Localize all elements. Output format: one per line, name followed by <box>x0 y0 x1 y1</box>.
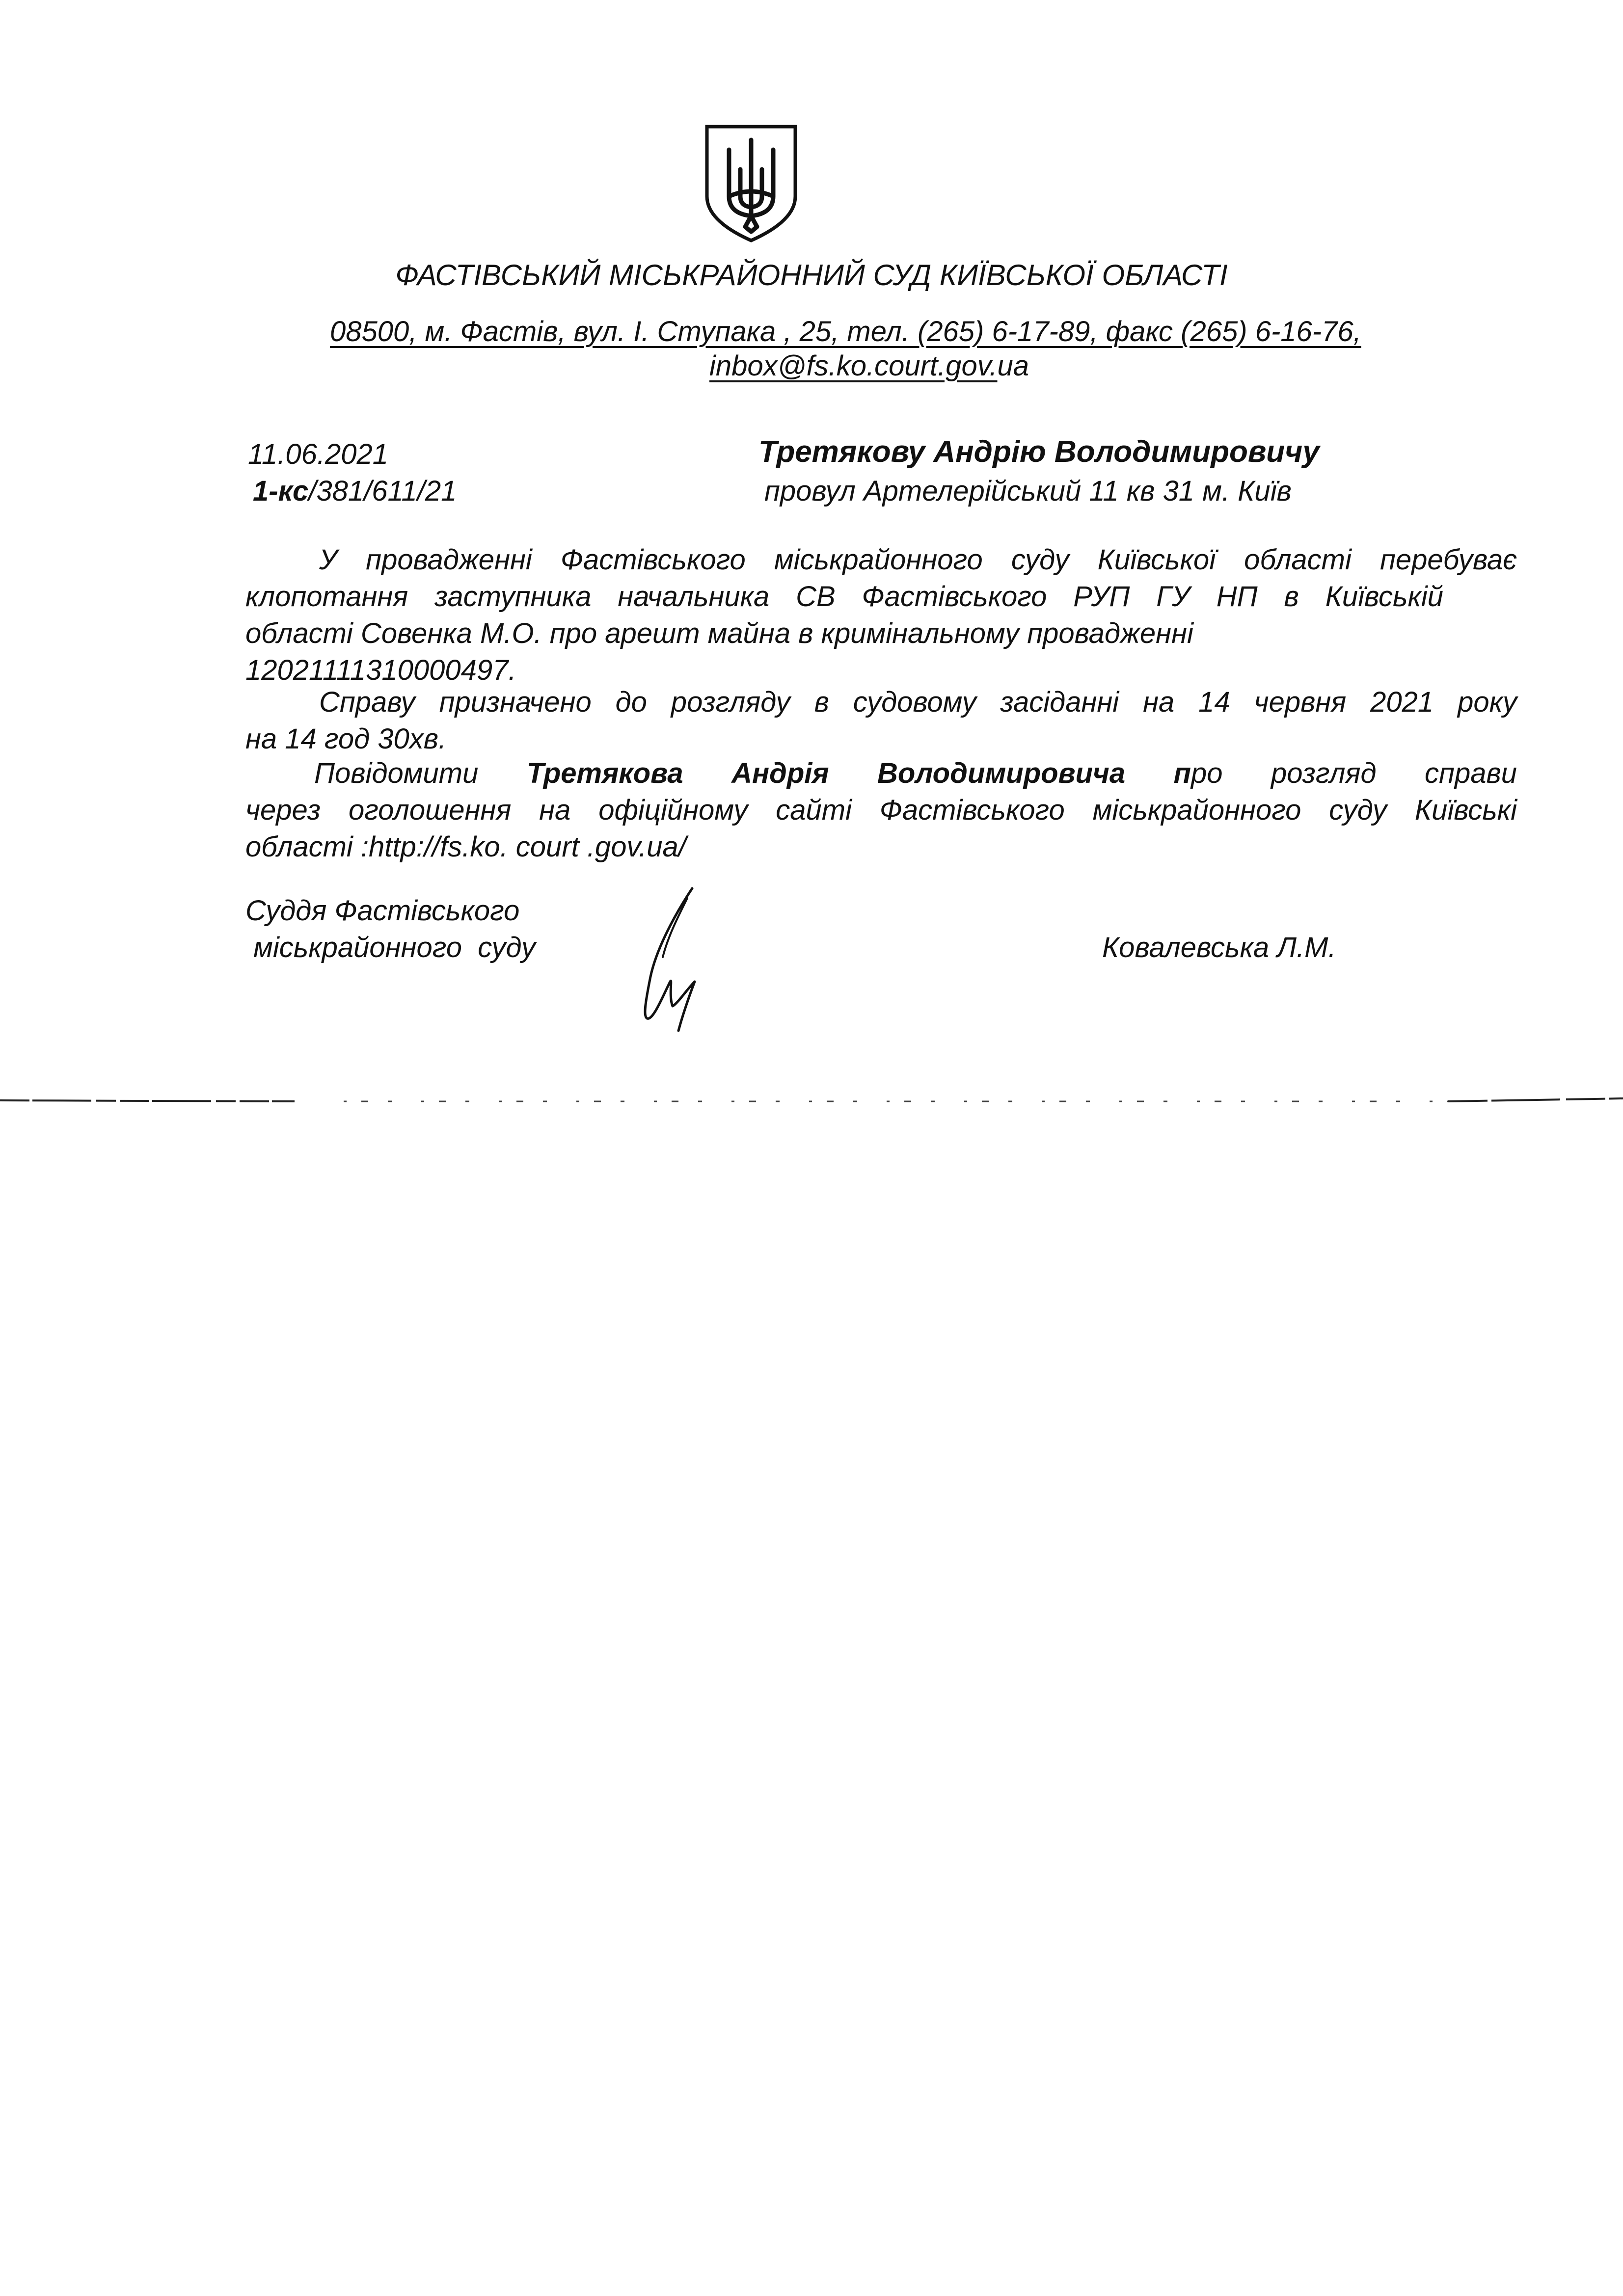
case-number-rest: /381/611/21 <box>308 475 457 507</box>
body-paragraph-1-line-4: 12021111310000497. <box>245 654 516 686</box>
court-address-line: 08500, м. Фастів, вул. І. Ступака , 25, тел. (265) 6-17-89, факс (265) 6-16-76, <box>330 316 1361 347</box>
body-paragraph-3-line-3: області :http://fs.ko. court .gov.ua/ <box>245 831 686 863</box>
body-paragraph-2-line-2: на 14 год 30хв. <box>245 723 447 755</box>
scan-separator-line <box>0 1090 1623 1109</box>
body-paragraph-1-line-1: У провадженні Фастівського міськрайонного суду Київської області перебуває <box>319 544 1517 576</box>
notified-person-name: Третякова Андрія Володимировича <box>526 757 1126 789</box>
body-paragraph-1-line-2: клопотання заступника начальника СВ Фастівського РУП ГУ НП в Київській <box>245 581 1443 613</box>
court-email-suffix: ua <box>997 350 1029 382</box>
case-number <box>253 474 457 509</box>
judge-name: Ковалевська Л.М. <box>1102 932 1336 963</box>
body-paragraph-3-line-2: через оголошення на офіційному сайті Фастівського міськрайонного суду Київські <box>245 794 1517 826</box>
body-paragraph-3-line-1 <box>314 756 1517 791</box>
notify-rest: ро розгляд справи <box>1191 757 1517 789</box>
notify-bold-letter: п <box>1173 757 1191 789</box>
court-email <box>709 348 1029 384</box>
case-number-prefix: 1-кс <box>253 475 309 507</box>
court-email-link[interactable]: inbox@fs.ko.court.gov. <box>709 350 998 382</box>
body-paragraph-2-line-1: Справу призначено до розгляду в судовому засіданні на 14 червня 2021 року <box>319 686 1517 718</box>
court-name-heading: ФАСТІВСЬКИЙ МІСЬКРАЙОННИЙ СУД КИЇВСЬКОЇ ОБЛАСТІ <box>395 259 1228 292</box>
letter-date: 11.06.2021 <box>248 438 388 470</box>
judge-title-line-2: міськрайонного суду <box>245 932 536 963</box>
coat-of-arms-emblem <box>702 123 800 245</box>
body-paragraph-1-line-3: області Совенка М.О. про арешт майна в кримінальному провадженні <box>245 617 1193 649</box>
recipient-address: провул Артелерійський 11 кв 31 м. Київ <box>764 475 1292 507</box>
recipient-name: Третякову Андрію Володимировичу <box>758 435 1320 469</box>
notify-verb: Повідомити <box>314 757 527 789</box>
judge-title-line-1: Суддя Фастівського <box>245 895 520 927</box>
handwritten-signature <box>623 883 702 1036</box>
